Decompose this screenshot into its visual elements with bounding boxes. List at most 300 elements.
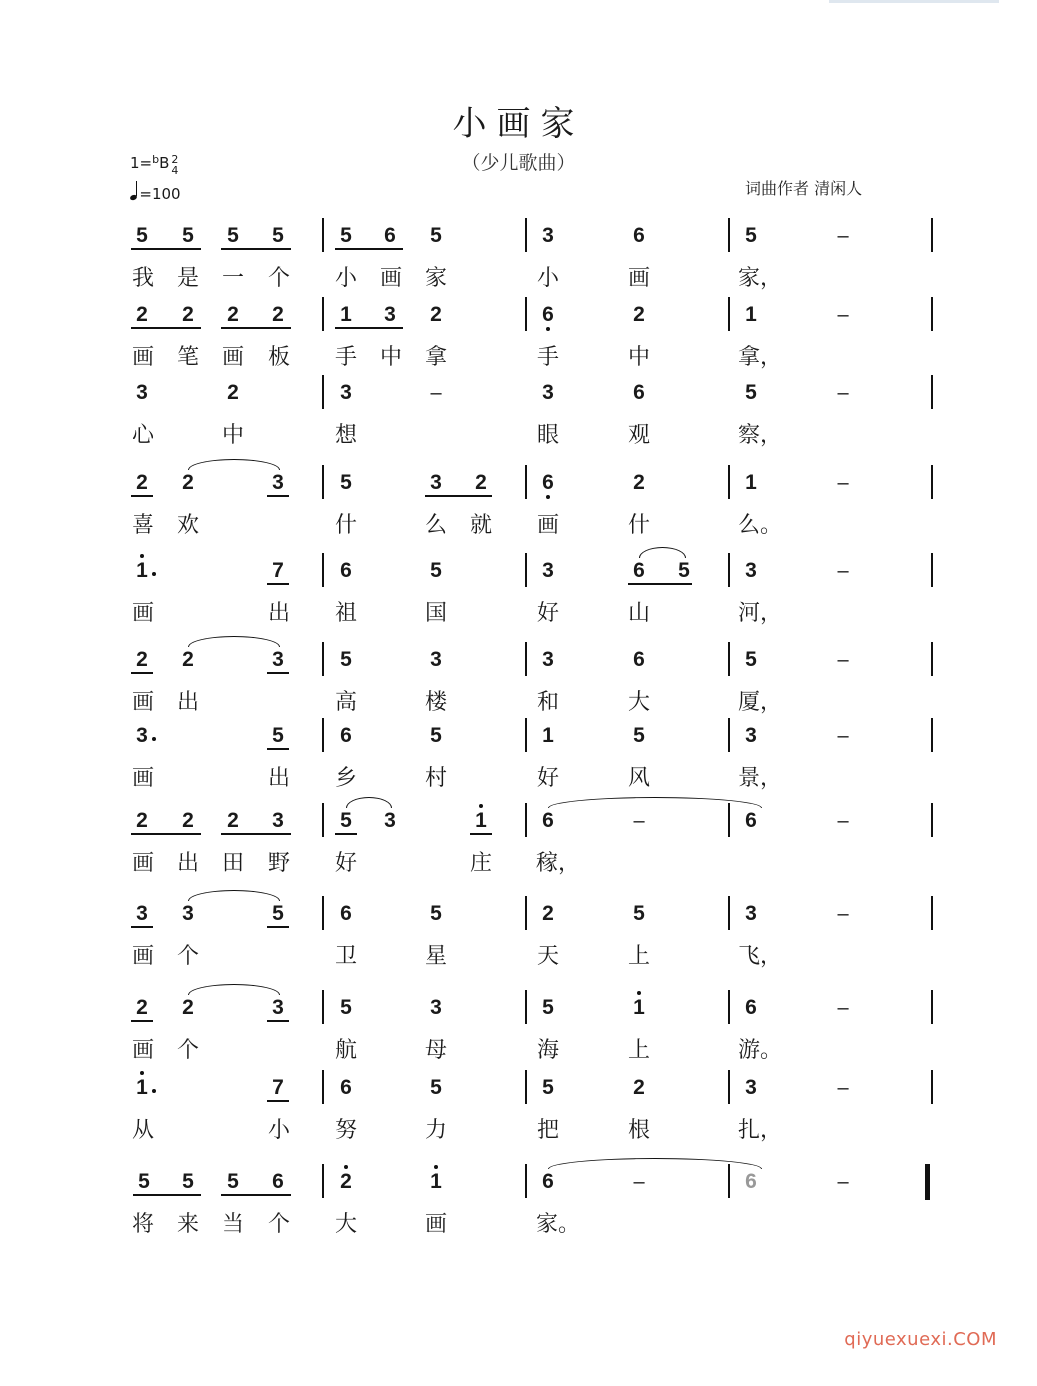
- time-top: 2: [171, 153, 179, 166]
- note-digit: 5: [340, 996, 352, 1019]
- lyric-char: 什: [334, 513, 357, 538]
- lyric-char: 出: [267, 601, 290, 626]
- note-digit: 1: [475, 809, 487, 832]
- final-bar-line: [925, 1164, 930, 1200]
- lyric-char: 家，: [737, 266, 782, 291]
- lyric-char: 大: [627, 690, 650, 715]
- note-digit: 7: [272, 1076, 284, 1099]
- lyric-char: 画: [131, 345, 154, 370]
- key-letter: B: [159, 154, 170, 172]
- note-digit: 1: [136, 559, 148, 582]
- note-digit: 3: [340, 381, 352, 404]
- bar-line: [728, 553, 730, 587]
- note-digit: 3: [542, 224, 554, 247]
- lyric-char: 想: [334, 423, 357, 448]
- note-digit: 5: [136, 224, 148, 247]
- bar-line: [322, 1164, 324, 1198]
- lyric-char: 笔: [176, 345, 199, 370]
- lyric-char: 出: [176, 690, 199, 715]
- bar-line: [322, 375, 324, 409]
- lyric-char: 努: [334, 1118, 357, 1143]
- note-digit: 2: [633, 1076, 645, 1099]
- lyric-char: 高: [334, 690, 357, 715]
- lyric-char: 画: [627, 266, 650, 291]
- sustain-dash: –: [837, 1171, 849, 1193]
- note-digit: 3: [745, 559, 757, 582]
- bar-line: [728, 803, 730, 837]
- lyric-char: 小: [267, 1118, 290, 1143]
- lyric-char: 庄: [469, 851, 492, 876]
- note-digit: 2: [227, 381, 239, 404]
- bar-line: [931, 218, 933, 252]
- sustain-dash: –: [837, 997, 849, 1019]
- bar-line: [728, 642, 730, 676]
- sustain-dash: –: [837, 560, 849, 582]
- note-digit: 3: [430, 471, 442, 494]
- time-signature: [171, 154, 178, 176]
- bar-line: [525, 218, 527, 252]
- note-digit: 2: [182, 996, 194, 1019]
- lyric-char: 欢: [176, 513, 199, 538]
- song-subtitle: （少儿歌曲）: [461, 152, 576, 174]
- lyric-char: 厦，: [737, 690, 782, 715]
- lyric-char: 家: [424, 266, 447, 291]
- lyric-char: 画: [221, 345, 244, 370]
- note-digit: 3: [745, 1076, 757, 1099]
- lyric-char: 母: [424, 1038, 447, 1063]
- note-digit: 2: [136, 648, 148, 671]
- note-digit: 3: [542, 381, 554, 404]
- lyric-char: 飞，: [737, 944, 782, 969]
- note-digit: 6: [745, 1170, 757, 1193]
- bar-line: [322, 990, 324, 1024]
- bar-line: [931, 990, 933, 1024]
- eighth-underline: [267, 748, 289, 750]
- note-digit: 2: [633, 303, 645, 326]
- note-digit: 2: [136, 471, 148, 494]
- bar-line: [525, 803, 527, 837]
- lyric-char: 个: [267, 1212, 290, 1237]
- note-digit: 6: [633, 559, 645, 582]
- eighth-underline: [131, 833, 201, 835]
- note-digit: 5: [633, 724, 645, 747]
- note-digit: 5: [340, 224, 352, 247]
- note-digit: 1: [542, 724, 554, 747]
- note-digit: 6: [542, 303, 554, 326]
- bar-line: [525, 642, 527, 676]
- lyric-char: 眼: [536, 423, 559, 448]
- note-digit: 2: [340, 1170, 352, 1193]
- lyric-char: 根: [627, 1118, 650, 1143]
- lyric-char: 就: [469, 513, 492, 538]
- bar-line: [728, 297, 730, 331]
- bar-line: [525, 718, 527, 752]
- high-octave-dot: [140, 1071, 144, 1075]
- note-digit: 3: [745, 724, 757, 747]
- bar-line: [728, 896, 730, 930]
- note-digit: 6: [272, 1170, 284, 1193]
- bar-line: [525, 1070, 527, 1104]
- lyric-char: 好: [334, 851, 357, 876]
- eighth-underline: [221, 1194, 291, 1196]
- eighth-underline: [131, 1020, 153, 1022]
- lyric-char: 村: [424, 766, 447, 791]
- note-digit: 2: [182, 648, 194, 671]
- low-octave-dot: [546, 327, 550, 331]
- bar-line: [322, 465, 324, 499]
- note-digit: 5: [340, 648, 352, 671]
- lyric-char: 从: [131, 1118, 154, 1143]
- note-stem-icon: [136, 181, 137, 196]
- bar-line: [525, 297, 527, 331]
- bar-line: [322, 1070, 324, 1104]
- lyric-char: 航: [334, 1038, 357, 1063]
- lyric-char: 把: [536, 1118, 559, 1143]
- note-digit: 5: [138, 1170, 150, 1193]
- note-digit: 3: [136, 902, 148, 925]
- lyric-char: 山: [627, 601, 650, 626]
- lyric-char: 手: [334, 345, 357, 370]
- sustain-dash: –: [430, 382, 442, 404]
- time-bottom: 4: [171, 164, 179, 177]
- note-digit: 1: [136, 1076, 148, 1099]
- lyric-char: 察，: [737, 423, 782, 448]
- augmentation-dot: [152, 1089, 156, 1093]
- note-digit: 2: [227, 303, 239, 326]
- lyric-char: 观: [627, 423, 650, 448]
- high-octave-dot: [344, 1165, 348, 1169]
- lyric-char: 出: [176, 851, 199, 876]
- lyric-char: 中: [221, 423, 244, 448]
- lyric-char: 画: [131, 690, 154, 715]
- key-signature: [130, 153, 178, 176]
- note-digit: 5: [633, 902, 645, 925]
- eighth-underline: [131, 327, 201, 329]
- slur-arc: [188, 984, 280, 995]
- lyric-char: 画: [131, 1038, 154, 1063]
- note-digit: 2: [430, 303, 442, 326]
- bar-line: [931, 1070, 933, 1104]
- note-digit: 1: [745, 303, 757, 326]
- flat-sign: b: [152, 153, 160, 166]
- note-digit: 3: [182, 902, 194, 925]
- note-digit: 3: [136, 381, 148, 404]
- lyric-char: 天: [536, 944, 559, 969]
- slur-arc: [188, 636, 280, 647]
- note-digit: 2: [136, 303, 148, 326]
- note-digit: 5: [227, 1170, 239, 1193]
- note-digit: 2: [272, 303, 284, 326]
- bar-line: [322, 642, 324, 676]
- bar-line: [322, 553, 324, 587]
- note-digit: 6: [340, 559, 352, 582]
- lyric-char: 个: [267, 266, 290, 291]
- note-digit: 5: [430, 224, 442, 247]
- sustain-dash: –: [633, 810, 645, 832]
- note-digit: 5: [340, 471, 352, 494]
- note-digit: 1: [430, 1170, 442, 1193]
- lyric-char: 板: [267, 345, 290, 370]
- note-digit: 6: [542, 809, 554, 832]
- lyric-char: 田: [221, 851, 244, 876]
- note-digit: 2: [182, 471, 194, 494]
- note-digit: 2: [633, 471, 645, 494]
- lyric-char: 画: [131, 944, 154, 969]
- lyric-char: 稼，: [535, 851, 580, 876]
- bar-line: [931, 553, 933, 587]
- lyric-char: 大: [334, 1212, 357, 1237]
- lyric-char: 什: [627, 513, 650, 538]
- eighth-underline: [335, 248, 403, 250]
- note-digit: 3: [430, 996, 442, 1019]
- note-digit: 6: [745, 996, 757, 1019]
- sustain-dash: –: [837, 903, 849, 925]
- note-digit: 3: [542, 648, 554, 671]
- slur-arc: [188, 459, 280, 470]
- note-digit: 3: [384, 809, 396, 832]
- note-digit: 5: [182, 1170, 194, 1193]
- bar-line: [525, 1164, 527, 1198]
- tempo-value: =100: [139, 185, 181, 203]
- high-octave-dot: [140, 554, 144, 558]
- note-digit: 2: [136, 809, 148, 832]
- note-digit: 5: [542, 996, 554, 1019]
- lyric-char: 中: [379, 345, 402, 370]
- note-digit: 5: [745, 381, 757, 404]
- eighth-underline: [221, 833, 291, 835]
- eighth-underline: [470, 833, 492, 835]
- eighth-underline: [221, 248, 291, 250]
- lyric-char: 扎，: [737, 1118, 782, 1143]
- note-digit: 6: [340, 724, 352, 747]
- sustain-dash: –: [837, 725, 849, 747]
- lyric-char: 家。: [535, 1212, 580, 1237]
- eighth-underline: [267, 1020, 289, 1022]
- note-digit: 3: [542, 559, 554, 582]
- eighth-underline: [628, 583, 692, 585]
- lyric-char: 风: [627, 766, 650, 791]
- note-digit: 3: [272, 648, 284, 671]
- lyric-char: 河，: [737, 601, 782, 626]
- lyric-char: 拿: [424, 345, 447, 370]
- eighth-underline: [131, 672, 153, 674]
- note-digit: 3: [272, 809, 284, 832]
- sustain-dash: –: [837, 472, 849, 494]
- slur-arc: [188, 890, 280, 901]
- lyric-char: 是: [176, 266, 199, 291]
- bar-line: [525, 465, 527, 499]
- note-digit: 5: [272, 224, 284, 247]
- sustain-dash: –: [837, 1077, 849, 1099]
- note-digit: 6: [340, 902, 352, 925]
- bar-line: [728, 465, 730, 499]
- eighth-underline: [131, 248, 201, 250]
- lyric-char: 中: [627, 345, 650, 370]
- song-title: 小画家: [452, 104, 585, 144]
- eighth-underline: [425, 495, 492, 497]
- lyric-char: 来: [176, 1212, 199, 1237]
- lyric-char: 星: [424, 944, 447, 969]
- note-digit: 5: [227, 224, 239, 247]
- sustain-dash: –: [837, 649, 849, 671]
- high-octave-dot: [637, 991, 641, 995]
- lyric-char: 野: [267, 851, 290, 876]
- high-octave-dot: [434, 1165, 438, 1169]
- lyric-char: 拿，: [737, 345, 782, 370]
- note-digit: 6: [542, 471, 554, 494]
- eighth-underline: [335, 833, 357, 835]
- note-digit: 5: [542, 1076, 554, 1099]
- top-edge-strip: [829, 0, 999, 3]
- note-digit: 2: [227, 809, 239, 832]
- eighth-underline: [267, 926, 289, 928]
- lyric-char: 画: [131, 601, 154, 626]
- sustain-dash: –: [837, 304, 849, 326]
- lyric-char: 喜: [131, 513, 154, 538]
- bar-line: [931, 375, 933, 409]
- watermark: qiyuexuexi.COM: [844, 1329, 997, 1350]
- note-digit: 5: [430, 1076, 442, 1099]
- bar-line: [728, 218, 730, 252]
- lyric-char: 上: [627, 1038, 650, 1063]
- bar-line: [322, 297, 324, 331]
- note-digit: 6: [542, 1170, 554, 1193]
- augmentation-dot: [152, 572, 156, 576]
- note-digit: 5: [272, 902, 284, 925]
- note-digit: 2: [182, 809, 194, 832]
- tempo-marking: [130, 184, 181, 203]
- note-digit: 6: [633, 224, 645, 247]
- lyric-char: 么: [424, 513, 447, 538]
- eighth-underline: [131, 495, 153, 497]
- lyric-char: 游。: [737, 1038, 782, 1063]
- bar-line: [525, 990, 527, 1024]
- note-digit: 5: [678, 559, 690, 582]
- eighth-underline: [335, 327, 403, 329]
- bar-line: [322, 896, 324, 930]
- bar-line: [525, 896, 527, 930]
- note-digit: 3: [745, 902, 757, 925]
- note-digit: 5: [745, 648, 757, 671]
- bar-line: [931, 297, 933, 331]
- note-digit: 1: [633, 996, 645, 1019]
- bar-line: [931, 642, 933, 676]
- bar-line: [322, 803, 324, 837]
- note-digit: 5: [430, 902, 442, 925]
- lyric-char: 我: [131, 266, 154, 291]
- lyric-char: 力: [424, 1118, 447, 1143]
- bar-line: [728, 718, 730, 752]
- lyric-char: 国: [424, 601, 447, 626]
- lyric-char: 个: [176, 944, 199, 969]
- bar-line: [931, 896, 933, 930]
- note-digit: 2: [182, 303, 194, 326]
- bar-line: [931, 803, 933, 837]
- lyric-char: 楼: [424, 690, 447, 715]
- lyric-char: 画: [131, 766, 154, 791]
- lyric-char: 么。: [737, 513, 782, 538]
- bar-line: [931, 465, 933, 499]
- composer-credit: 词曲作者 清闲人: [745, 179, 863, 198]
- bar-line: [931, 718, 933, 752]
- bar-line: [525, 553, 527, 587]
- note-digit: 6: [384, 224, 396, 247]
- note-digit: 2: [542, 902, 554, 925]
- slur-arc: [639, 547, 686, 558]
- lyric-char: 当: [221, 1212, 244, 1237]
- sustain-dash: –: [837, 382, 849, 404]
- note-digit: 3: [384, 303, 396, 326]
- lyric-char: 上: [627, 944, 650, 969]
- high-octave-dot: [479, 804, 483, 808]
- low-octave-dot: [546, 495, 550, 499]
- lyric-char: 将: [131, 1212, 154, 1237]
- lyric-char: 卫: [334, 944, 357, 969]
- note-digit: 2: [136, 996, 148, 1019]
- lyric-char: 小: [536, 266, 559, 291]
- lyric-char: 出: [267, 766, 290, 791]
- eighth-underline: [221, 327, 291, 329]
- lyric-char: 心: [131, 423, 154, 448]
- lyric-char: 画: [131, 851, 154, 876]
- bar-line: [728, 1070, 730, 1104]
- note-digit: 5: [745, 224, 757, 247]
- note-digit: 3: [136, 724, 148, 747]
- note-digit: 6: [340, 1076, 352, 1099]
- eighth-underline: [267, 672, 289, 674]
- lyric-char: 好: [536, 766, 559, 791]
- sustain-dash: –: [837, 810, 849, 832]
- note-digit: 3: [430, 648, 442, 671]
- eighth-underline: [131, 926, 153, 928]
- note-digit: 5: [340, 809, 352, 832]
- lyric-char: 景，: [737, 766, 782, 791]
- note-digit: 6: [745, 809, 757, 832]
- note-digit: 3: [272, 471, 284, 494]
- note-digit: 1: [340, 303, 352, 326]
- lyric-char: 海: [536, 1038, 559, 1063]
- note-digit: 6: [633, 381, 645, 404]
- sustain-dash: –: [837, 225, 849, 247]
- lyric-char: 画: [424, 1212, 447, 1237]
- bar-line: [322, 218, 324, 252]
- lyric-char: 画: [379, 266, 402, 291]
- note-digit: 5: [430, 724, 442, 747]
- lyric-char: 祖: [334, 601, 357, 626]
- lyric-char: 好: [536, 601, 559, 626]
- key-prefix: 1=: [130, 154, 153, 172]
- eighth-underline: [267, 1100, 289, 1102]
- lyric-char: 一: [221, 266, 244, 291]
- bar-line: [322, 718, 324, 752]
- lyric-char: 乡: [334, 766, 357, 791]
- eighth-underline: [267, 495, 289, 497]
- augmentation-dot: [152, 737, 156, 741]
- lyric-char: 画: [536, 513, 559, 538]
- note-digit: 2: [475, 471, 487, 494]
- note-digit: 5: [430, 559, 442, 582]
- sustain-dash: –: [633, 1171, 645, 1193]
- note-digit: 5: [182, 224, 194, 247]
- note-digit: 7: [272, 559, 284, 582]
- slur-arc: [346, 797, 392, 808]
- note-digit: 5: [272, 724, 284, 747]
- lyric-char: 和: [536, 690, 559, 715]
- lyric-char: 个: [176, 1038, 199, 1063]
- note-digit: 3: [272, 996, 284, 1019]
- eighth-underline: [133, 1194, 201, 1196]
- eighth-underline: [267, 583, 289, 585]
